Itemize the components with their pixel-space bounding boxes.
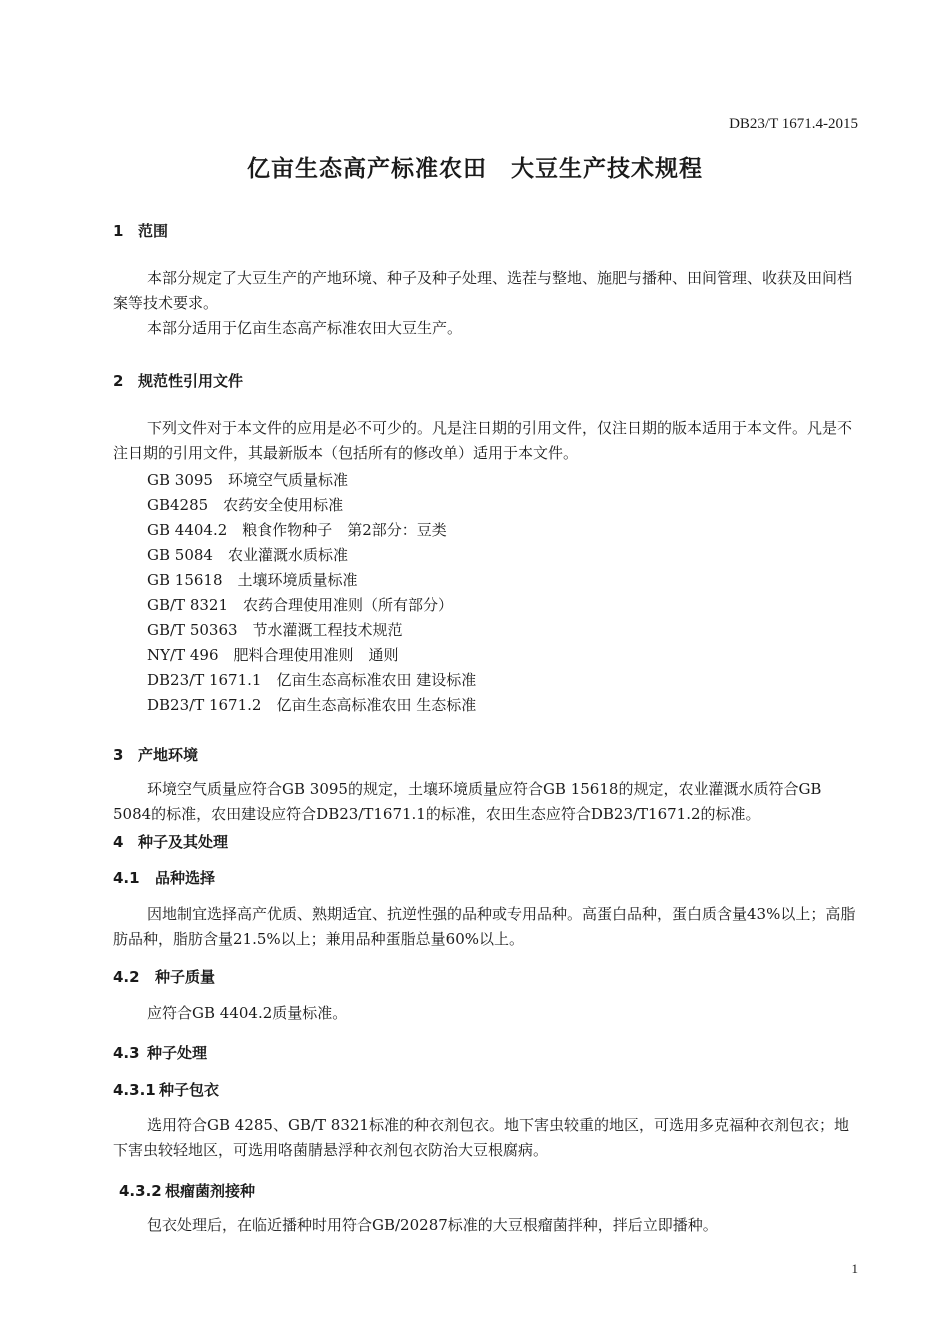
section-4-1-heading — [113, 867, 215, 888]
section-3-heading — [113, 744, 198, 765]
section-1-heading — [113, 220, 168, 241]
section-4-heading — [113, 831, 228, 852]
section-4-3-1-heading — [113, 1079, 219, 1100]
section-4-2-paragraph-1: 应符合GB 4404.2质量标准。 — [147, 1004, 348, 1022]
section-1-paragraph-2: 本部分适用于亿亩生态高产标准农田大豆生产。 — [147, 319, 463, 337]
section-1-paragraph-1: 本部分规定了大豆生产的产地环境、种子及种子处理、选茬与整地、施肥与播种、田间管理、收获及田间档案等技术要求。 — [113, 269, 853, 312]
section-number: 1 — [113, 222, 124, 240]
section-title: 品种选择 — [155, 869, 216, 887]
page-number: 1 — [851, 1261, 858, 1276]
section-2-paragraph-1: 下列文件对于本文件的应用是必不可少的。凡是注日期的引用文件，仅注日期的版本适用于本文件。凡是不注日期的引用文件，其最新版本（包括所有的修改单）适用于本文件。 — [113, 419, 853, 462]
reference-item: DB23/T 1671.2 亿亩生态高标准农田 生态标准 — [147, 696, 477, 714]
reference-item: GB/T 8321 农药合理使用准则（所有部分） — [147, 596, 454, 614]
section-number: 4.2 — [113, 968, 140, 986]
section-title: 种子处理 — [147, 1044, 208, 1062]
section-number: 4.3 — [113, 1044, 140, 1062]
section-title: 种子及其处理 — [138, 833, 229, 851]
reference-item: GB 4404.2 粮食作物种子 第2部分：豆类 — [147, 521, 447, 539]
section-title: 规范性引用文件 — [138, 372, 244, 390]
section-4-2-heading — [113, 966, 215, 987]
reference-item: GB 3095 环境空气质量标准 — [147, 471, 348, 489]
section-title: 种子包衣 — [159, 1081, 220, 1099]
section-3-paragraph-1: 环境空气质量应符合GB 3095的规定，土壤环境质量应符合GB 15618的规定，农业灌溉水质符合GB 5084的标准，农田建设应符合DB23/T1671.1的标准，农田生态应符合DB23/T1671.2的标准。 — [113, 780, 822, 823]
document-title: 亿亩生态高产标准农田 大豆生产技术规程 — [247, 156, 703, 182]
section-number: 4.1 — [113, 869, 140, 887]
section-4-3-2-paragraph-1: 包衣处理后，在临近播种时用符合GB/20287标准的大豆根瘤菌拌种，拌后立即播种。 — [147, 1216, 718, 1234]
reference-item: GB 5084 农业灌溉水质标准 — [147, 546, 348, 564]
section-4-3-1-paragraph-1: 选用符合GB 4285、GB/T 8321标准的种衣剂包衣。地下害虫较重的地区，可选用多克福种衣剂包衣；地下害虫较轻地区，可选用咯菌腈悬浮种衣剂包衣防治大豆根腐病。 — [113, 1116, 849, 1159]
reference-item: GB 15618 土壤环境质量标准 — [147, 571, 358, 589]
reference-item: NY/T 496 肥料合理使用准则 通则 — [147, 646, 399, 664]
section-4-1-paragraph-1: 因地制宜选择高产优质、熟期适宜、抗逆性强的品种或专用品种。高蛋白品种，蛋白质含量43%以上；高脂肪品种，脂肪含量21.5%以上；兼用品种蛋脂总量60%以上。 — [113, 905, 856, 948]
section-number: 4.3.1 — [113, 1081, 156, 1099]
section-2-heading — [113, 370, 243, 391]
reference-item: GB4285 农药安全使用标准 — [147, 496, 344, 514]
section-title: 范围 — [138, 222, 169, 240]
section-title: 根瘤菌剂接种 — [165, 1182, 256, 1200]
section-4-3-2-heading — [119, 1180, 255, 1201]
standard-code: DB23/T 1671.4-2015 — [729, 116, 858, 132]
reference-item: DB23/T 1671.1 亿亩生态高标准农田 建设标准 — [147, 671, 477, 689]
section-title: 产地环境 — [138, 746, 199, 764]
section-number: 2 — [113, 372, 124, 390]
section-number: 4 — [113, 833, 124, 851]
section-4-3-heading — [113, 1042, 207, 1063]
section-number: 3 — [113, 746, 124, 764]
section-number: 4.3.2 — [119, 1182, 162, 1200]
section-title: 种子质量 — [155, 968, 216, 986]
reference-item: GB/T 50363 节水灌溉工程技术规范 — [147, 621, 403, 639]
